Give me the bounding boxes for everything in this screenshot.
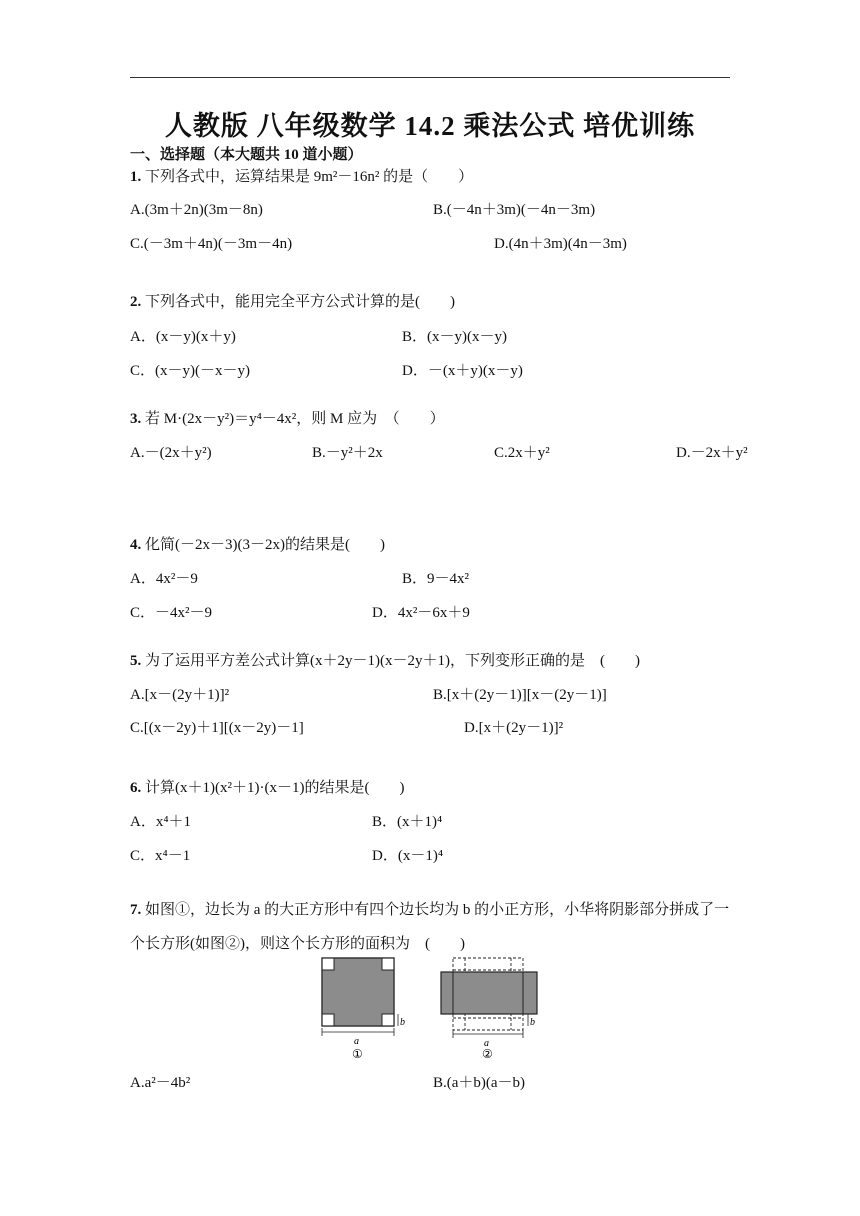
option-b: B.－y²＋2x: [312, 445, 383, 461]
figure-1: [322, 958, 405, 1061]
shaded-middle: [322, 970, 394, 1014]
question-stem: 下列各式中，能用完全平方公式计算的是( ): [145, 294, 455, 310]
corner-square: [322, 1014, 334, 1026]
question-6: [130, 778, 404, 798]
option-b: B．(x－y)(x－y): [402, 329, 507, 345]
option-a: A.[x－(2y＋1)]²: [130, 687, 230, 703]
question-number: 6.: [130, 780, 142, 796]
option-b: B.[x＋(2y－1)][x－(2y－1)]: [433, 687, 607, 703]
shaded-bottom: [334, 1014, 382, 1026]
option-d: D.[x＋(2y－1)]²: [464, 720, 564, 736]
question-3: [130, 409, 445, 429]
question-7-figure: [318, 954, 548, 1064]
question-7: [130, 893, 732, 961]
option-a: A.－(2x＋y²): [130, 445, 212, 461]
question-1: [130, 167, 473, 187]
figure-2-label: ②: [482, 1047, 493, 1061]
option-a: A.(3m＋2n)(3m－8n): [130, 202, 263, 218]
question-2: [130, 292, 455, 312]
option-d: D.(4n＋3m)(4n－3m): [494, 236, 627, 252]
label-a: a: [354, 1036, 359, 1047]
corner-square: [382, 958, 394, 970]
shaded-top: [334, 958, 382, 970]
option-a: A.a²－4b²: [130, 1075, 191, 1091]
section-header: 一、选择题（本大题共 10 道小题）: [130, 147, 363, 163]
option-c: C．－4x²－9: [130, 605, 213, 621]
option-d: D．－(x＋y)(x－y): [402, 363, 523, 379]
question-5: [130, 651, 640, 671]
question-number: 2.: [130, 294, 142, 310]
question-stem: 为了运用平方差公式计算(x＋2y－1)(x－2y＋1)，下列变形正确的是 ( ): [145, 653, 640, 669]
question-4: [130, 535, 385, 555]
label-b: b: [400, 1017, 405, 1028]
question-stem: 下列各式中，运算结果是 9m²－16n² 的是（ ）: [145, 169, 474, 185]
option-b: B．(x＋1)⁴: [372, 814, 443, 830]
option-d: D．4x²－6x＋9: [372, 605, 470, 621]
label-b: b: [530, 1017, 535, 1028]
page-title: 人教版 八年级数学 14.2 乘法公式 培优训练: [164, 111, 696, 141]
question-stem: 计算(x＋1)(x²＋1)·(x－1)的结果是( ): [145, 780, 405, 796]
option-c: C.(－3m＋4n)(－3m－4n): [130, 236, 293, 252]
question-stem: 化简(－2x－3)(3－2x)的结果是( ): [145, 537, 385, 553]
option-b: B.(a＋b)(a－b): [433, 1075, 526, 1091]
option-a: A．x⁴＋1: [130, 814, 192, 830]
question-number: 5.: [130, 653, 142, 669]
question-number: 4.: [130, 537, 142, 553]
question-stem: 如图①，边长为 a 的大正方形中有四个边长均为 b 的小正方形，小华将阴影部分拼成了一个长方形(如图②)，则这个长方形的面积为 ( ): [130, 902, 730, 952]
question-number: 3.: [130, 411, 142, 427]
figure-1-label: ①: [352, 1047, 363, 1061]
option-d: D.－2x＋y²: [676, 445, 748, 461]
option-b: B．9－4x²: [402, 571, 470, 587]
option-b: B.(－4n＋3m)(－4n－3m): [433, 202, 596, 218]
option-a: A．4x²－9: [130, 571, 198, 587]
option-c: C．(x－y)(－x－y): [130, 363, 250, 379]
corner-square: [322, 958, 334, 970]
option-c: C.2x＋y²: [494, 445, 550, 461]
header-rule: [130, 77, 730, 78]
question-number: 7.: [130, 902, 142, 918]
option-d: D．(x－1)⁴: [372, 848, 444, 864]
option-c: C．x⁴－1: [130, 848, 191, 864]
option-a: A．(x－y)(x＋y): [130, 329, 236, 345]
question-number: 1.: [130, 169, 142, 185]
option-c: C.[(x－2y)＋1][(x－2y)－1]: [130, 720, 304, 736]
corner-square: [382, 1014, 394, 1026]
figure-2: [441, 958, 537, 1061]
question-stem: 若 M·(2x－y²)＝y⁴－4x²，则 M 应为 （ ）: [145, 411, 445, 427]
label-a: a: [484, 1038, 489, 1049]
